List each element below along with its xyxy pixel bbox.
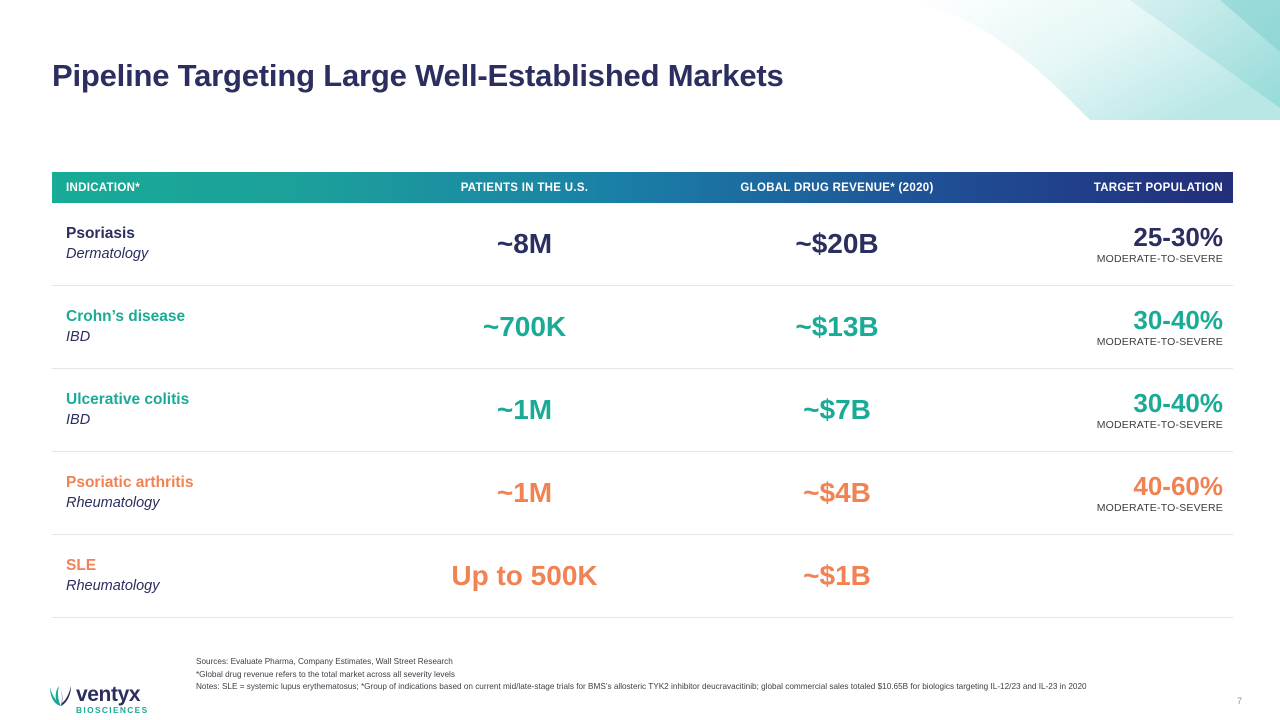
indication-name: Crohn’s disease <box>66 307 186 325</box>
target-population-note: MODERATE-TO-SEVERE <box>1096 335 1223 348</box>
target-population-cell <box>1007 223 1233 265</box>
patients-value: ~1M <box>496 477 553 508</box>
logo-subtitle: BIOSCIENCES <box>76 705 149 715</box>
indication-cell <box>52 473 382 513</box>
indication-cell <box>52 556 382 596</box>
target-population-cell <box>1007 306 1233 348</box>
footnotes <box>196 656 1196 694</box>
revenue-value: ~$4B <box>803 477 871 508</box>
therapeutic-area: IBD <box>66 411 91 428</box>
revenue-value: ~$7B <box>803 394 871 425</box>
company-logo <box>48 682 149 714</box>
target-population-cell <box>1007 576 1233 577</box>
footnote-revenue-definition: *Global drug revenue refers to the total market across all severity levels <box>196 669 455 679</box>
patients-value: Up to 500K <box>451 560 598 591</box>
revenue-value: ~$13B <box>795 311 879 342</box>
target-population-cell <box>1007 389 1233 431</box>
therapeutic-area: Rheumatology <box>66 577 160 594</box>
indication-cell <box>52 307 382 347</box>
column-header-revenue: GLOBAL DRUG REVENUE* (2020) <box>740 181 934 194</box>
table-header-row <box>52 172 1233 203</box>
page-title: Pipeline Targeting Large Well-Established Markets <box>52 58 784 93</box>
patients-value: ~1M <box>496 394 553 425</box>
target-population-value: 25-30% <box>1133 222 1223 253</box>
target-population-value: 30-40% <box>1133 388 1223 419</box>
indication-name: Psoriatic arthritis <box>66 473 194 491</box>
footnote-notes: Notes: SLE = systemic lupus erythematosus; *Group of indications based on current mid/late-stage trials for BMS’s allosteric TYK2 inhibitor deucravacitinib; global commercial sales totaled $10.65B for biologics targeting IL-12/23 and IL-23 in 2020 <box>196 682 1087 692</box>
indication-cell <box>52 390 382 430</box>
indication-name: Psoriasis <box>66 224 135 242</box>
therapeutic-area: Rheumatology <box>66 494 160 511</box>
indication-name: Ulcerative colitis <box>66 390 190 408</box>
target-population-cell <box>1007 472 1233 514</box>
target-population-note: MODERATE-TO-SEVERE <box>1096 418 1223 431</box>
ventyx-mark-icon <box>48 682 74 708</box>
revenue-value: ~$1B <box>803 560 871 591</box>
revenue-value: ~$20B <box>795 228 879 259</box>
column-header-indication: INDICATION* <box>66 181 141 194</box>
table-row <box>52 369 1233 452</box>
table-row <box>52 452 1233 535</box>
footnote-sources: Sources: Evaluate Pharma, Company Estimates, Wall Street Research <box>196 657 453 666</box>
logo-name: ventyx <box>76 683 141 706</box>
column-header-target-population: TARGET POPULATION <box>1093 181 1223 194</box>
table-row <box>52 286 1233 369</box>
table-row <box>52 535 1233 618</box>
target-population-value: 40-60% <box>1133 471 1223 502</box>
indication-name: SLE <box>66 556 97 574</box>
therapeutic-area: IBD <box>66 328 91 345</box>
target-population-note: MODERATE-TO-SEVERE <box>1096 501 1223 514</box>
indication-cell <box>52 224 382 264</box>
markets-table <box>52 172 1233 618</box>
target-population-value: 30-40% <box>1133 305 1223 336</box>
target-population-note: MODERATE-TO-SEVERE <box>1096 252 1223 265</box>
column-header-patients: PATIENTS IN THE U.S. <box>460 181 589 194</box>
patients-value: ~700K <box>482 311 567 342</box>
patients-value: ~8M <box>496 228 553 259</box>
page-number: 7 <box>1236 696 1242 706</box>
table-row <box>52 203 1233 286</box>
therapeutic-area: Dermatology <box>66 245 149 262</box>
